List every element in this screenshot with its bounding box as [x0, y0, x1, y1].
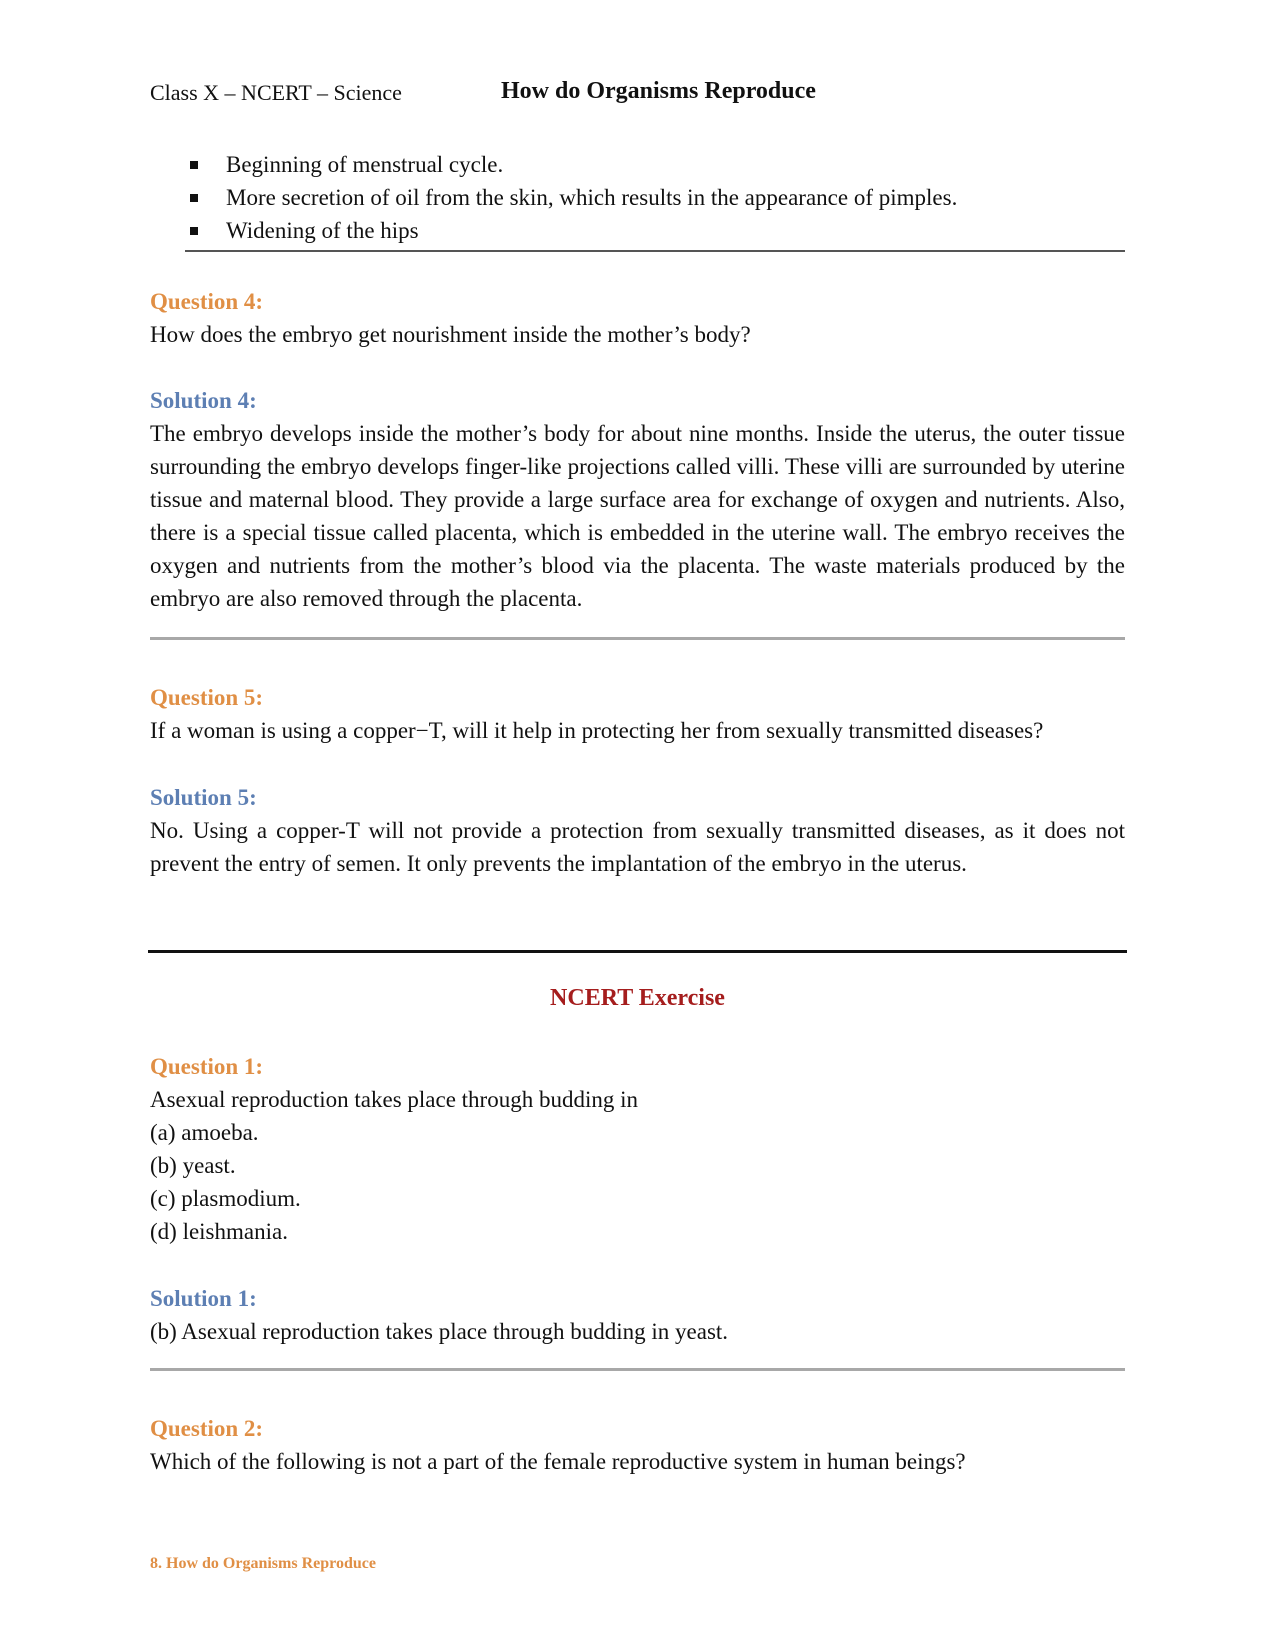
- question-label: Question 4:: [150, 289, 264, 314]
- solution-text: No. Using a copper-T will not provide a protection from sexually transmitted diseases, as it does not prevent the entry of semen. It only prevents the implantation of the embryo in the uterus.: [150, 818, 1125, 876]
- question-label: Question 2:: [150, 1416, 264, 1441]
- option-a: (a) amoeba.: [150, 1120, 259, 1145]
- list-item: Beginning of menstrual cycle.: [188, 148, 1088, 181]
- chapter-title: How do Organisms Reproduce: [501, 78, 816, 104]
- exercise-question-2: [150, 1412, 1125, 1478]
- page-header: [150, 78, 1125, 110]
- bullet-square-icon: [190, 227, 198, 235]
- section-divider: [148, 950, 1127, 953]
- exercise-solution-1: [150, 1282, 1125, 1348]
- bullet-square-icon: [190, 161, 198, 169]
- solution-label: Solution 5:: [150, 785, 257, 810]
- solution-label: Solution 4:: [150, 388, 257, 413]
- document-page: [150, 0, 1125, 1650]
- question-text: Which of the following is not a part of the female reproductive system in human beings?: [150, 1449, 966, 1474]
- question-label: Question 5:: [150, 685, 264, 710]
- solution-text: (b) Asexual reproduction takes place through budding in yeast.: [150, 1319, 729, 1344]
- question-text: How does the embryo get nourishment inside the mother’s body?: [150, 322, 751, 347]
- solution-text: The embryo develops inside the mother’s body for about nine months. Inside the uterus, the outer tissue surrounding the embryo develops finger-like projections called villi. These villi are surrounded by uterine tissue and maternal blood. They provide a large surface area for exchange of oxygen and nutrients. Also, there is a special tissue called placenta, which is embedded in the uterine wall. The embryo receives the oxygen and nutrients from the mother’s blood via the placenta. The waste materials produced by the embryo are also removed through the placenta.: [150, 421, 1125, 611]
- class-label: Class X – NCERT – Science: [150, 80, 402, 105]
- bullet-square-icon: [190, 194, 198, 202]
- bullet-list: [188, 148, 1088, 247]
- exercise-title: NCERT Exercise: [550, 985, 725, 1011]
- question-text: Asexual reproduction takes place through budding in: [150, 1087, 638, 1112]
- question-text: If a woman is using a copper−T, will it help in protecting her from sexually transmitted diseases?: [150, 718, 1044, 743]
- solution-5: [150, 781, 1125, 880]
- page-footer: 8. How do Organisms Reproduce: [150, 1555, 376, 1572]
- divider: [150, 1368, 1125, 1371]
- solution-label: Solution 1:: [150, 1286, 257, 1311]
- solution-4: [150, 384, 1125, 615]
- list-item: Widening of the hips: [188, 214, 1088, 247]
- option-d: (d) leishmania.: [150, 1219, 288, 1244]
- question-5: [150, 681, 1125, 747]
- exercise-question-1: [150, 1050, 1125, 1248]
- option-b: (b) yeast.: [150, 1153, 236, 1178]
- list-item: More secretion of oil from the skin, which results in the appearance of pimples.: [188, 181, 1088, 214]
- option-c: (c) plasmodium.: [150, 1186, 301, 1211]
- question-label: Question 1:: [150, 1054, 264, 1079]
- divider: [185, 250, 1125, 252]
- divider: [150, 637, 1125, 640]
- question-4: [150, 285, 1125, 351]
